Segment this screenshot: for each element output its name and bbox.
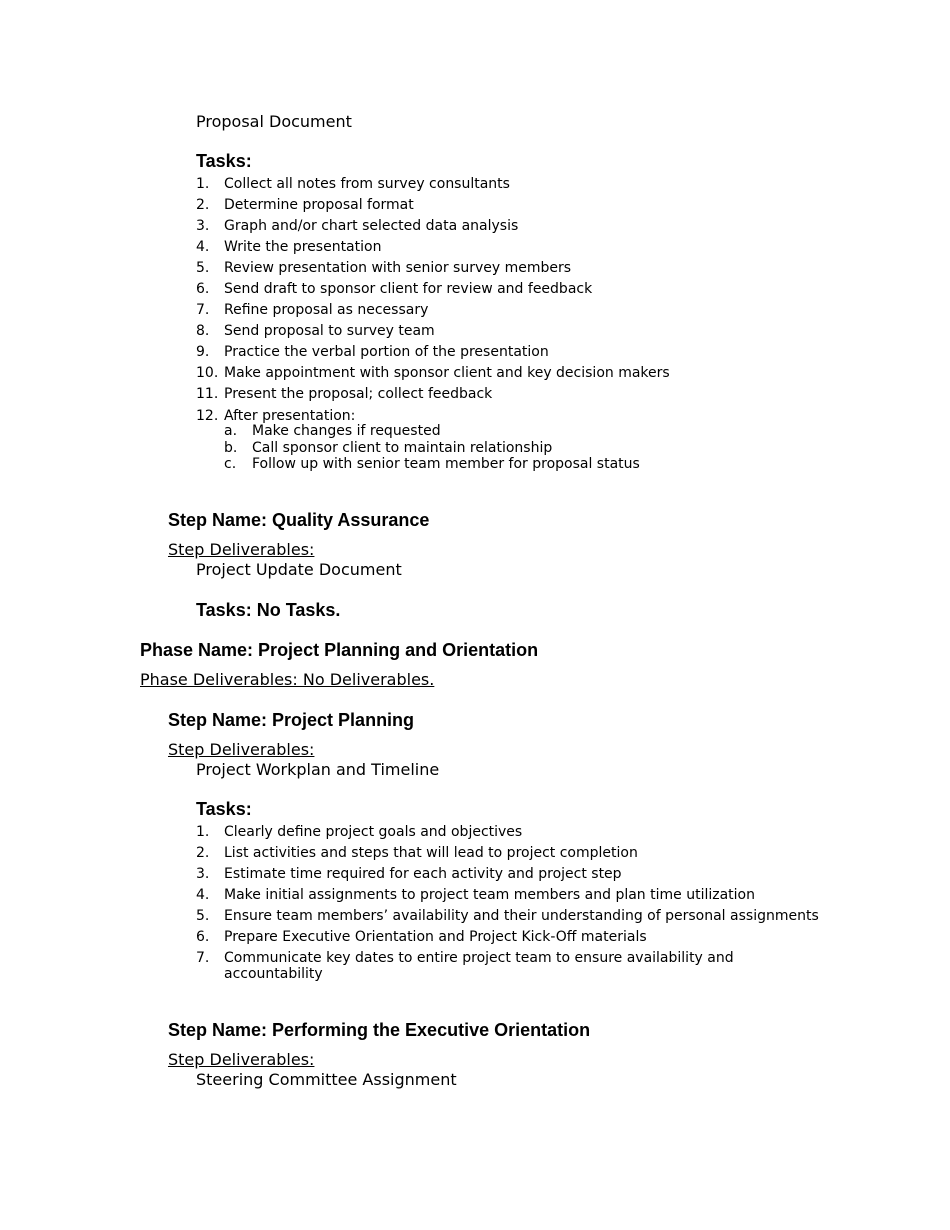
list-item: a. Make changes if requested	[224, 423, 441, 439]
list-item: 6. Send draft to sponsor client for review and feedback	[196, 281, 593, 297]
list-item: 1. Collect all notes from survey consultants	[196, 176, 510, 192]
list-item: b. Call sponsor client to maintain relationship	[224, 439, 553, 456]
list-item: 2. List activities and steps that will lead to project completion	[196, 845, 638, 861]
list-item: 9. Practice the verbal portion of the presentation	[196, 344, 549, 360]
phase-title: Phase Name: Project Planning and Orientation	[140, 640, 539, 660]
list-item: 7. Refine proposal as necessary	[196, 302, 429, 318]
proposal-task-list	[196, 174, 670, 473]
list-item: 5. Review presentation with senior survey members	[196, 260, 572, 276]
step-title-quality-assurance: Step Name: Quality Assurance	[168, 510, 430, 530]
list-item: 12. After presentation: a. Make changes if requested b. Call sponsor client to maintain relationship c. Follow up with senior team member for proposal status	[196, 405, 670, 473]
step-deliverables-label: Step Deliverables:	[168, 1050, 315, 1069]
tasks-heading: Tasks:	[196, 799, 252, 819]
list-item: 2. Determine proposal format	[196, 197, 414, 213]
subtask-list	[224, 423, 670, 473]
list-item: 4. Write the presentation	[196, 239, 382, 255]
list-item: 3. Estimate time required for each activity and project step	[196, 866, 622, 882]
step-title-executive-orientation: Step Name: Performing the Executive Orientation	[168, 1020, 591, 1040]
list-item: 4. Make initial assignments to project team members and plan time utilization	[196, 887, 755, 903]
list-item: 1. Clearly define project goals and objectives	[196, 824, 523, 840]
deliverable-workplan: Project Workplan and Timeline	[196, 760, 440, 779]
list-item: 11. Present the proposal; collect feedback	[196, 386, 493, 402]
list-item: 8. Send proposal to survey team	[196, 323, 435, 339]
step-deliverables-label: Step Deliverables:	[168, 740, 315, 759]
list-item: 5. Ensure team members’ availability and their understanding of personal assignments	[196, 908, 819, 924]
planning-task-list	[196, 822, 819, 982]
list-item: c. Follow up with senior team member for proposal status	[224, 456, 640, 472]
deliverable-proposal-document: Proposal Document	[196, 112, 352, 131]
tasks-heading: Tasks:	[196, 151, 252, 171]
list-item: 10. Make appointment with sponsor client and key decision makers	[196, 365, 670, 381]
list-item: 3. Graph and/or chart selected data analysis	[196, 218, 519, 234]
list-item: 6. Prepare Executive Orientation and Project Kick-Off materials	[196, 929, 647, 945]
tasks-heading: Tasks: No Tasks.	[196, 600, 341, 620]
deliverable-project-update: Project Update Document	[196, 560, 402, 579]
step-title-project-planning: Step Name: Project Planning	[168, 710, 415, 730]
step-deliverables-label: Step Deliverables:	[168, 540, 315, 559]
list-item: 7. Communicate key dates to entire project team to ensure availability and accountability	[196, 950, 734, 982]
phase-deliverables-label: Phase Deliverables: No Deliverables.	[140, 670, 435, 689]
deliverable-steering-committee: Steering Committee Assignment	[196, 1070, 457, 1089]
